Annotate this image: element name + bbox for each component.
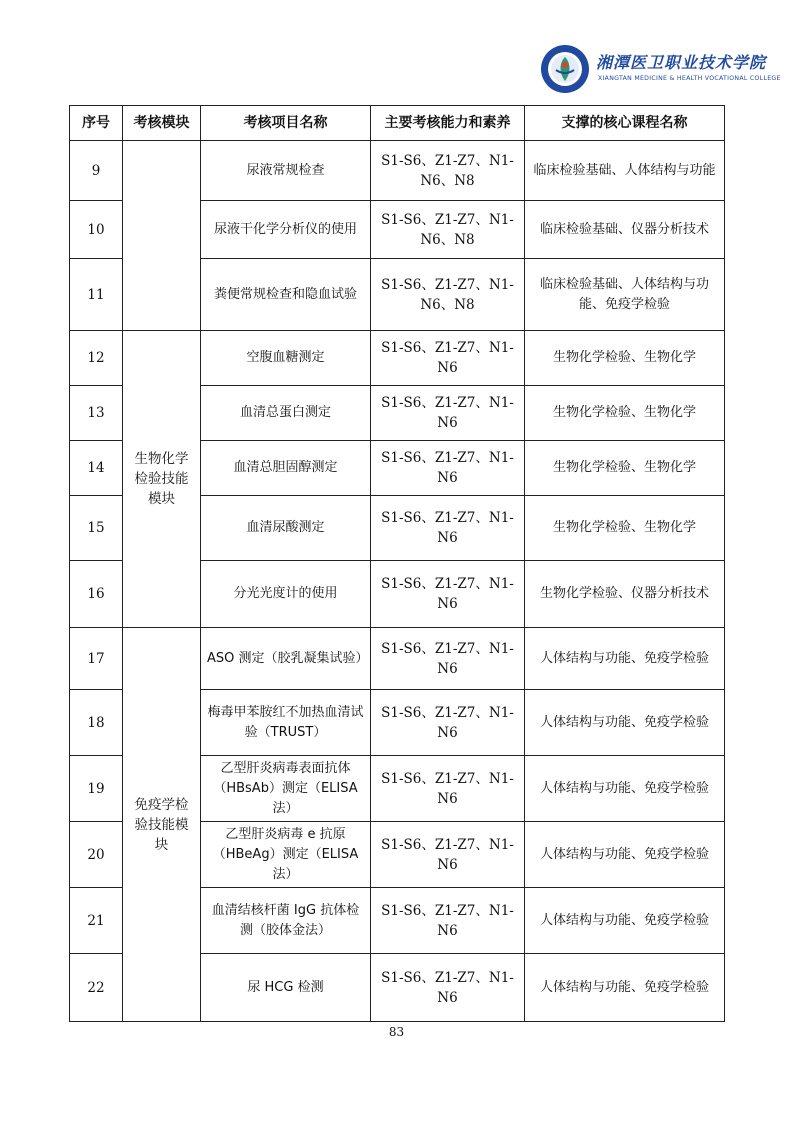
row-number: 20 (70, 822, 123, 888)
item-name: 乙型肝炎病毒 e 抗原（HBeAg）测定（ELISA法） (201, 822, 371, 888)
ability-cell: S1-S6、Z1-Z7、N1-N6、N8 (371, 201, 525, 259)
ability-cell: S1-S6、Z1-Z7、N1-N6 (371, 888, 525, 954)
item-name: 粪便常规检查和隐血试验 (201, 259, 371, 331)
course-cell: 人体结构与功能、免疫学检验 (525, 756, 725, 822)
ability-cell: S1-S6、Z1-Z7、N1-N6、N8 (371, 259, 525, 331)
ability-cell: S1-S6、Z1-Z7、N1-N6 (371, 628, 525, 690)
table-row (70, 141, 725, 201)
ability-cell: S1-S6、Z1-Z7、N1-N6 (371, 496, 525, 561)
school-logo (540, 44, 781, 94)
course-cell: 人体结构与功能、免疫学检验 (525, 690, 725, 756)
course-cell: 生物化学检验、生物化学 (525, 386, 725, 441)
course-cell: 生物化学检验、仪器分析技术 (525, 561, 725, 628)
row-number: 18 (70, 690, 123, 756)
row-number: 12 (70, 331, 123, 386)
row-number: 9 (70, 141, 123, 201)
course-cell: 生物化学检验、生物化学 (525, 496, 725, 561)
course-cell: 生物化学检验、生物化学 (525, 441, 725, 496)
item-name: 梅毒甲苯胺红不加热血清试验（TRUST） (201, 690, 371, 756)
item-name: 血清尿酸测定 (201, 496, 371, 561)
item-name: 空腹血糖测定 (201, 331, 371, 386)
table-header-row (70, 106, 725, 141)
course-cell: 临床检验基础、人体结构与功能 (525, 141, 725, 201)
ability-cell: S1-S6、Z1-Z7、N1-N6 (371, 386, 525, 441)
col-header-item: 考核项目名称 (201, 106, 371, 141)
item-name: 乙型肝炎病毒表面抗体（HBsAb）测定（ELISA法） (201, 756, 371, 822)
col-header-ability: 主要考核能力和素养 (371, 106, 525, 141)
col-header-module: 考核模块 (123, 106, 201, 141)
item-name: 分光光度计的使用 (201, 561, 371, 628)
item-name: 尿液常规检查 (201, 141, 371, 201)
course-cell: 临床检验基础、仪器分析技术 (525, 201, 725, 259)
row-number: 21 (70, 888, 123, 954)
item-name: 尿液干化学分析仪的使用 (201, 201, 371, 259)
row-number: 14 (70, 441, 123, 496)
ability-cell: S1-S6、Z1-Z7、N1-N6、N8 (371, 141, 525, 201)
course-cell: 生物化学检验、生物化学 (525, 331, 725, 386)
course-cell: 临床检验基础、人体结构与功能、免疫学检验 (525, 259, 725, 331)
school-seal-icon (540, 44, 590, 94)
module-cell: 生物化学检验技能模块 (123, 331, 201, 628)
row-number: 22 (70, 954, 123, 1022)
row-number: 11 (70, 259, 123, 331)
ability-cell: S1-S6、Z1-Z7、N1-N6 (371, 756, 525, 822)
assessment-table (69, 105, 725, 1022)
course-cell: 人体结构与功能、免疫学检验 (525, 822, 725, 888)
col-header-course: 支撑的核心课程名称 (525, 106, 725, 141)
item-name: 尿 HCG 检测 (201, 954, 371, 1022)
ability-cell: S1-S6、Z1-Z7、N1-N6 (371, 561, 525, 628)
page-number: 83 (388, 1025, 405, 1039)
ability-cell: S1-S6、Z1-Z7、N1-N6 (371, 441, 525, 496)
item-name: 血清总胆固醇测定 (201, 441, 371, 496)
course-cell: 人体结构与功能、免疫学检验 (525, 954, 725, 1022)
row-number: 19 (70, 756, 123, 822)
col-header-no: 序号 (70, 106, 123, 141)
row-number: 17 (70, 628, 123, 690)
ability-cell: S1-S6、Z1-Z7、N1-N6 (371, 331, 525, 386)
row-number: 15 (70, 496, 123, 561)
item-name: 血清结核杆菌 IgG 抗体检测（胶体金法） (201, 888, 371, 954)
module-cell: 免疫学检验技能模块 (123, 628, 201, 1022)
course-cell: 人体结构与功能、免疫学检验 (525, 628, 725, 690)
row-number: 16 (70, 561, 123, 628)
item-name: ASO 测定（胶乳凝集试验） (201, 628, 371, 690)
table-row (70, 628, 725, 690)
item-name: 血清总蛋白测定 (201, 386, 371, 441)
course-cell: 人体结构与功能、免疫学检验 (525, 888, 725, 954)
school-name-cn: 湘潭医卫职业技术学院 (596, 53, 767, 72)
row-number: 10 (70, 201, 123, 259)
school-name-en: XIANGTAN MEDICINE & HEALTH VOCATIONAL COLLEGE (598, 75, 781, 82)
ability-cell: S1-S6、Z1-Z7、N1-N6 (371, 954, 525, 1022)
row-number: 13 (70, 386, 123, 441)
module-cell (123, 141, 201, 331)
ability-cell: S1-S6、Z1-Z7、N1-N6 (371, 822, 525, 888)
ability-cell: S1-S6、Z1-Z7、N1-N6 (371, 690, 525, 756)
table-row (70, 331, 725, 386)
